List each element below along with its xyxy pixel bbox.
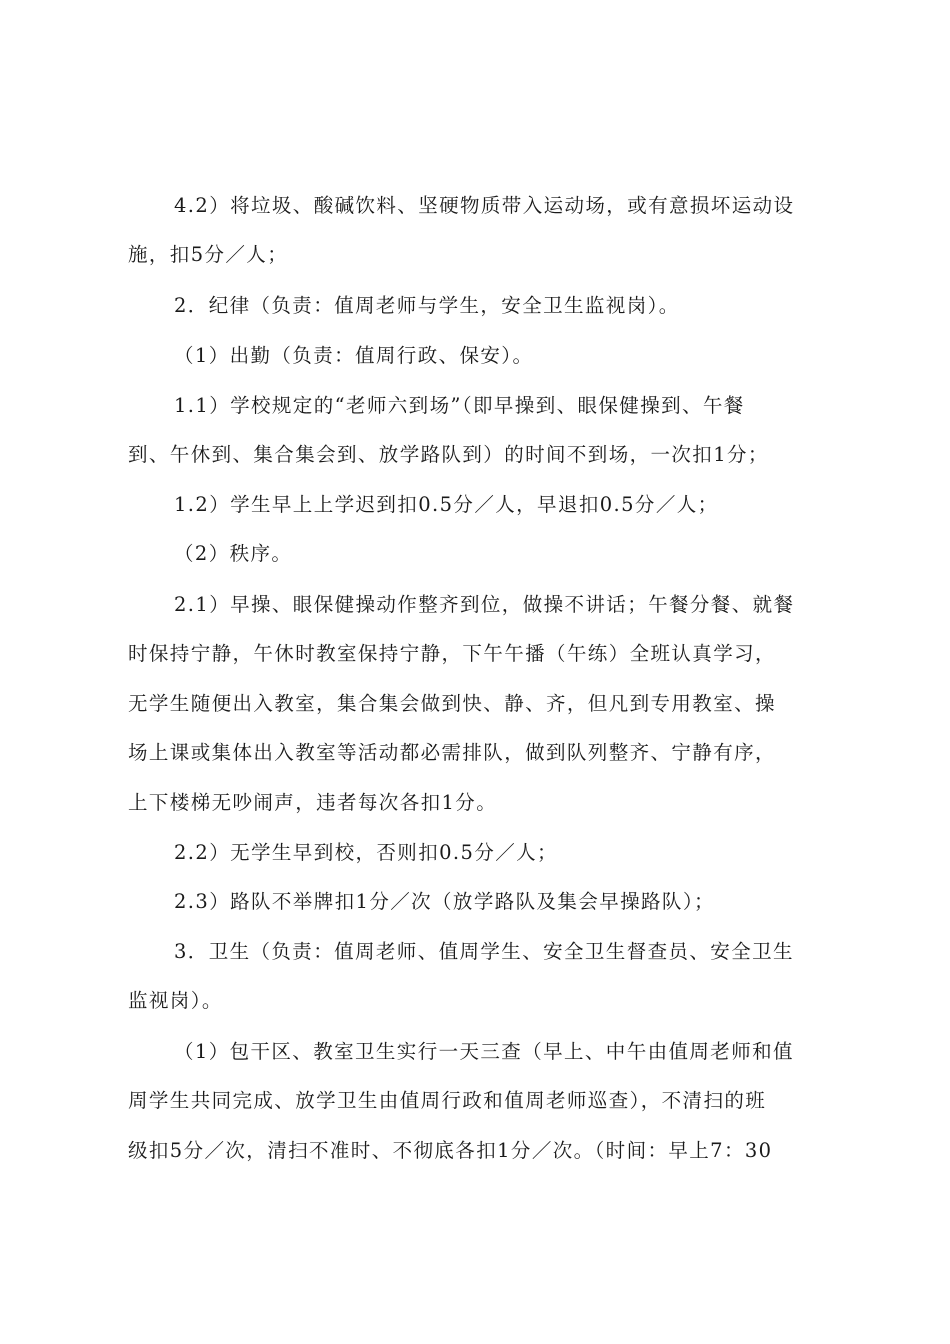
text-line: 周学生共同完成、放学卫生由值周行政和值周老师巡查），不清扫的班 <box>128 1089 767 1112</box>
section-heading-hygiene: 3．卫生（负责：值周老师、值周学生、安全卫生督查员、安全卫生 <box>174 940 794 963</box>
text-line: 1.2）学生早上上学迟到扣0.5分／人，早退扣0.5分／人； <box>174 493 719 516</box>
text-line: 1.1）学校规定的“老师六到场”（即早操到、眼保健操到、午餐 <box>174 394 745 417</box>
text-line: 场上课或集体出入教室等活动都必需排队，做到队列整齐、宁静有序， <box>128 741 776 764</box>
text-line: 2.1）早操、眼保健操动作整齐到位，做操不讲话；午餐分餐、就餐 <box>174 593 795 616</box>
text-line: 2.3）路队不举牌扣1分／次（放学路队及集会早操路队）； <box>174 890 715 913</box>
text-line: 监视岗）。 <box>128 989 223 1012</box>
text-line: 到、午休到、集合集会到、放学路队到）的时间不到场，一次扣1分； <box>128 443 769 466</box>
text-line: 上下楼梯无吵闹声，违者每次各扣1分。 <box>128 791 498 814</box>
text-line: 4.2）将垃圾、酸碱饮料、坚硬物质带入运动场，或有意损坏运动设 <box>174 194 795 217</box>
section-heading-discipline: 2．纪律（负责：值周老师与学生，安全卫生监视岗）。 <box>174 294 680 317</box>
text-line: （1）包干区、教室卫生实行一天三查（早上、中午由值周老师和值 <box>174 1040 794 1063</box>
text-line: 2.2）无学生早到校，否则扣0.5分／人； <box>174 841 558 864</box>
text-line: 时保持宁静，午休时教室保持宁静，下午午播（午练）全班认真学习， <box>128 642 776 665</box>
subsection-heading-attendance: （1）出勤（负责：值周行政、保安）。 <box>174 344 534 367</box>
text-line: 施，扣5分／人； <box>128 243 289 266</box>
text-line: 无学生随便出入教室，集合集会做到快、静、齐，但凡到专用教室、操 <box>128 692 776 715</box>
subsection-heading-order: （2）秩序。 <box>174 542 293 565</box>
text-line: 级扣5分／次，清扫不准时、不彻底各扣1分／次。（时间：早上7：30 <box>128 1139 773 1162</box>
